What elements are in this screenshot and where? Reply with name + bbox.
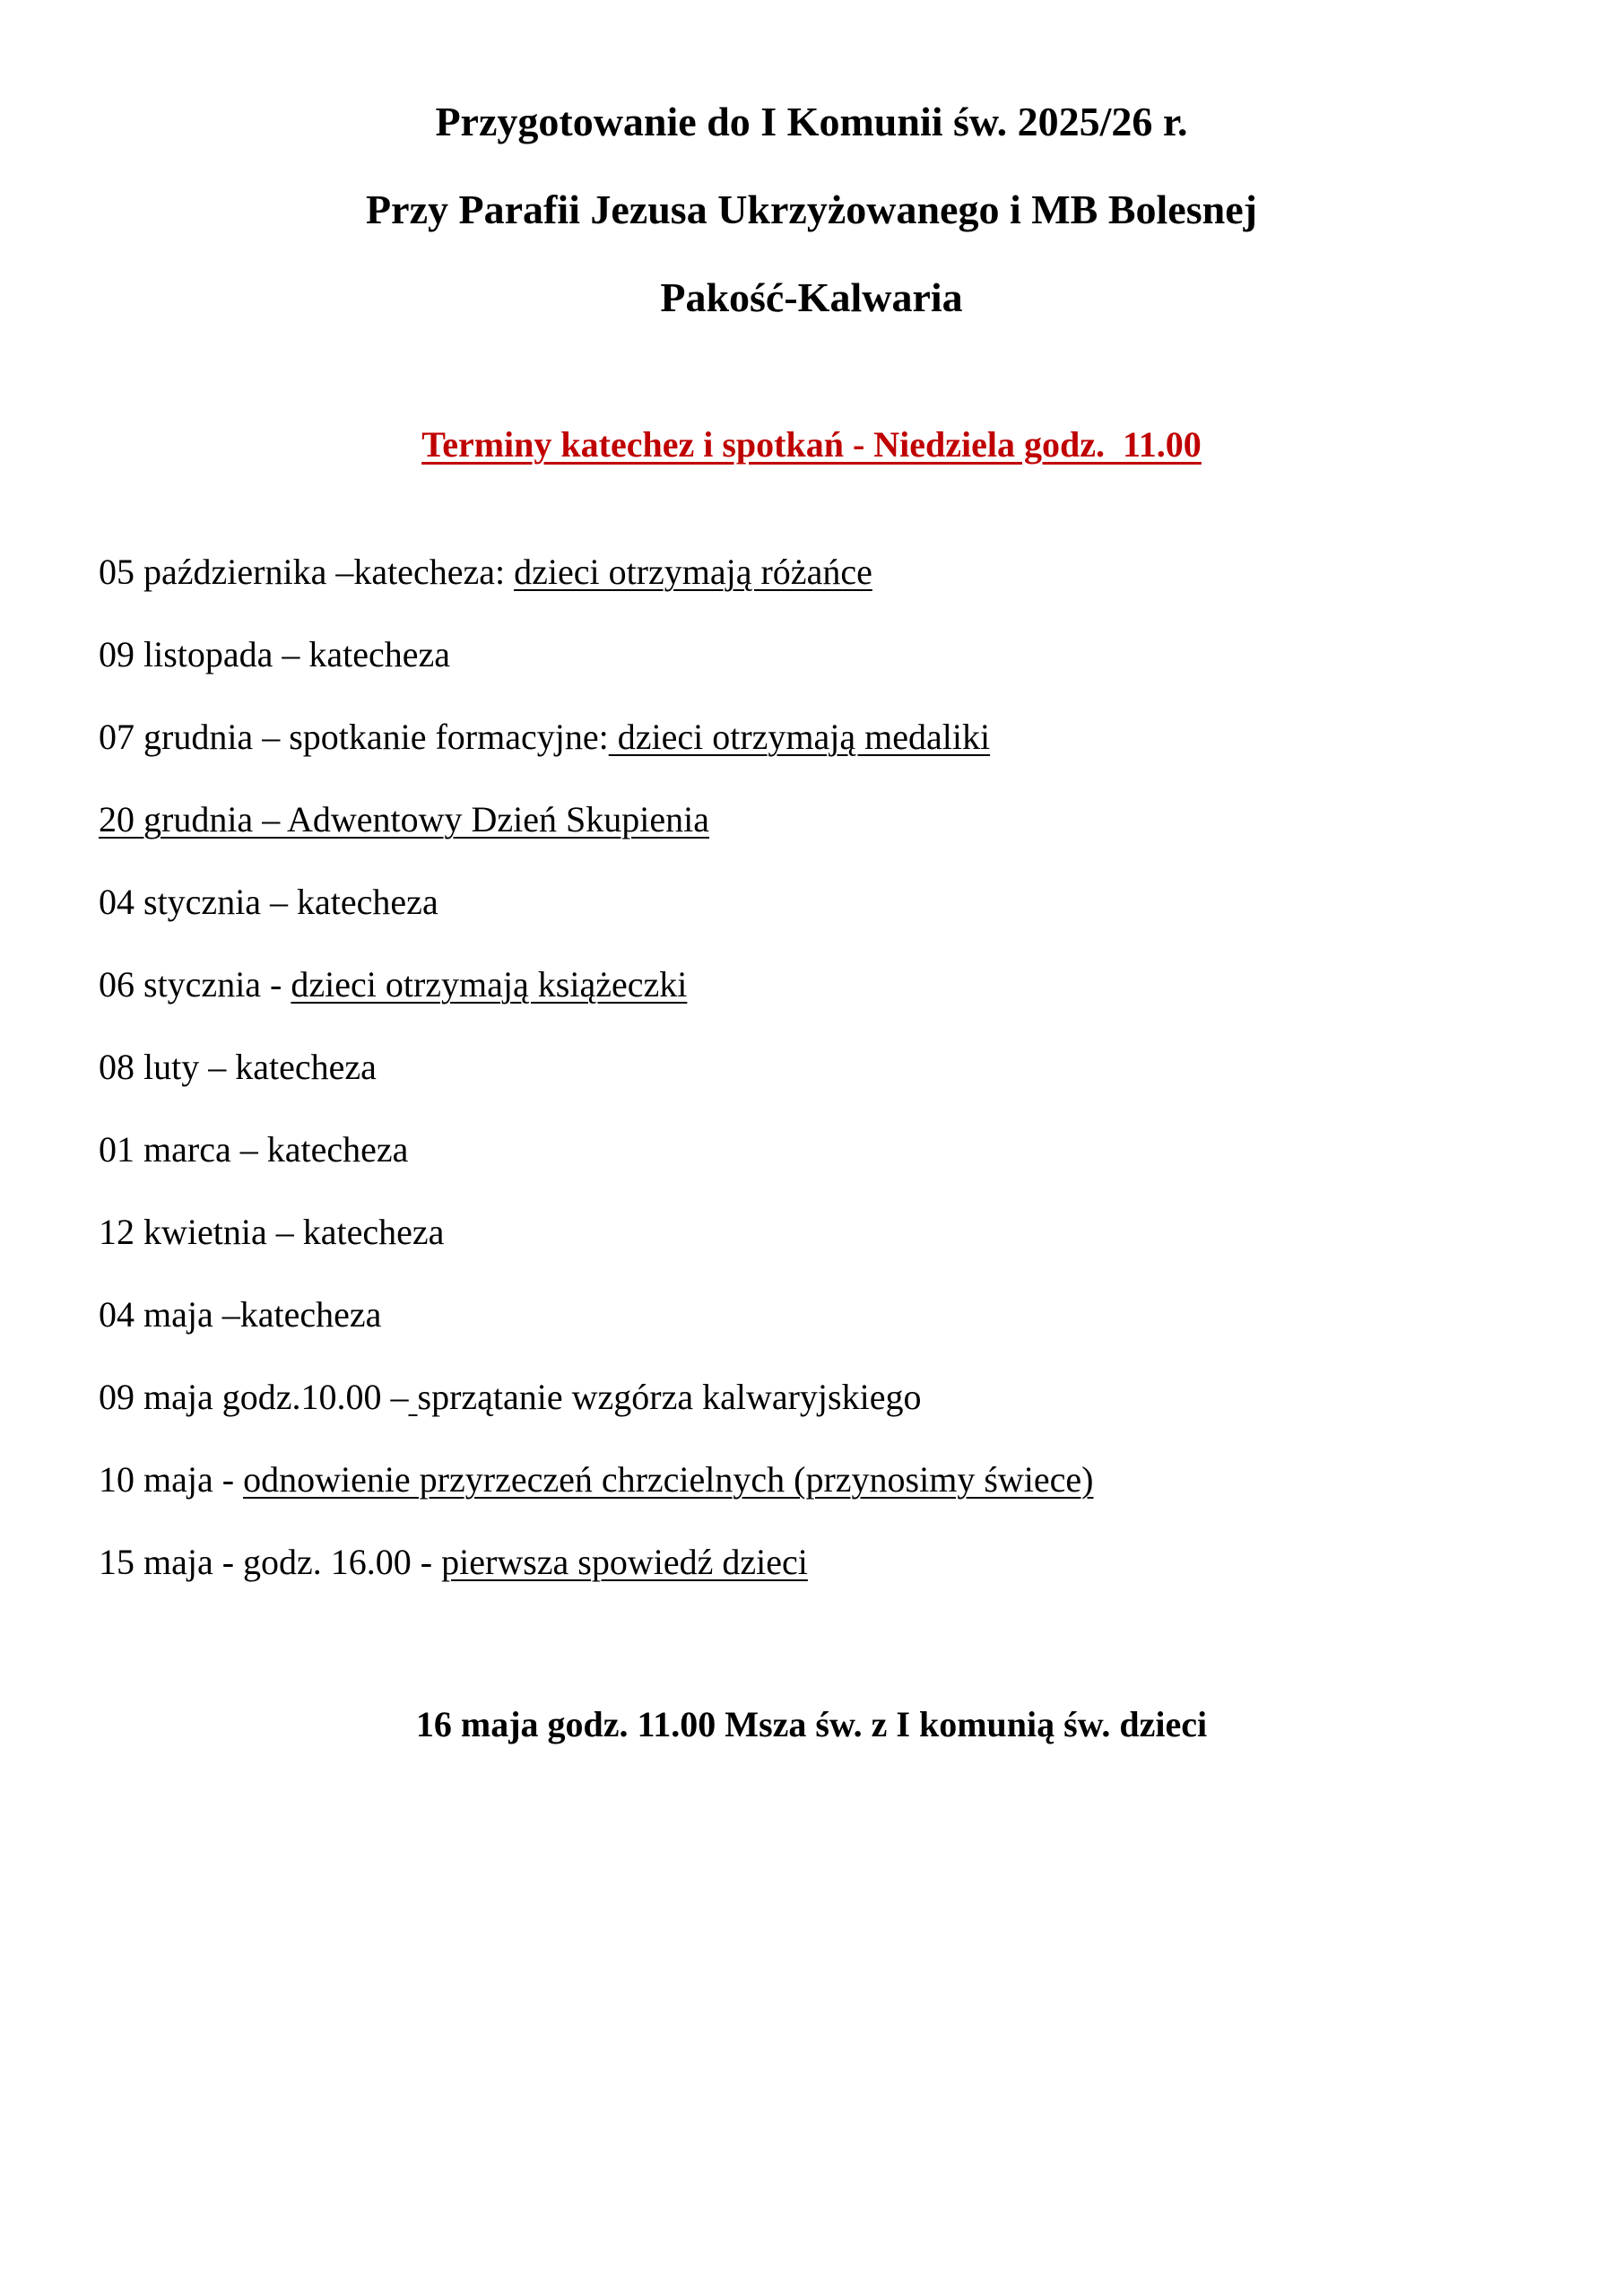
schedule-item-date: 04 maja –katecheza (99, 1294, 382, 1335)
schedule-item (99, 550, 1094, 632)
schedule-item-date: 07 grudnia – spotkanie formacyjne: (99, 717, 609, 757)
schedule-item-note: dzieci otrzymają różańce (514, 552, 872, 592)
schedule-item-note: pierwsza spowiedź dzieci (441, 1542, 808, 1582)
schedule-item-date: 09 maja godz.10.00 – (99, 1377, 409, 1417)
schedule-item (99, 1127, 1094, 1210)
schedule-item (99, 1457, 1094, 1540)
schedule-item-note: dzieci otrzymają medaliki (608, 717, 991, 757)
parish-location: Pakość-Kalwaria (660, 274, 963, 320)
schedule-item-date: 06 stycznia - (99, 964, 291, 1004)
schedule-item (99, 797, 1094, 880)
schedule-item-date: 09 listopada – katecheza (99, 634, 451, 674)
schedule-item (99, 715, 1094, 797)
schedule-item (99, 1210, 1094, 1292)
schedule-item-date: 10 maja - (99, 1459, 244, 1500)
schedule-item-date: 04 stycznia – katecheza (99, 882, 438, 922)
schedule-heading: Terminy katechez i spotkań - Niedziela godz. 11.00 (421, 424, 1202, 465)
first-communion-date: 16 maja godz. 11.00 Msza św. z I komunią św. dzieci (415, 1704, 1208, 1744)
schedule-item (99, 1375, 1094, 1457)
schedule-item-date: 05 października –katecheza: (99, 552, 515, 592)
schedule-item (99, 632, 1094, 715)
parish-name: Przy Parafii Jezusa Ukrzyżowanego i MB Bolesnej (366, 187, 1257, 232)
schedule-item-date: 15 maja - godz. 16.00 - (99, 1542, 442, 1582)
schedule-item (99, 1292, 1094, 1375)
schedule-item-note (409, 1377, 418, 1417)
schedule-item-date: 08 luty – katecheza (99, 1047, 377, 1087)
schedule-item-note: odnowienie przyrzeczeń chrzcielnych (przynosimy świece) (243, 1459, 1094, 1500)
schedule-item-note: dzieci otrzymają książeczki (291, 964, 688, 1004)
schedule-item (99, 962, 1094, 1045)
schedule-item (99, 1540, 1094, 1622)
schedule-item-note: 20 grudnia – Adwentowy Dzień Skupienia (99, 799, 709, 839)
document-title: Przygotowanie do I Komunii św. 2025/26 r. (435, 99, 1188, 144)
schedule-item-description: sprzątanie wzgórza kalwaryjskiego (417, 1377, 922, 1417)
schedule-item-date: 12 kwietnia – katecheza (99, 1212, 445, 1252)
schedule-list (99, 550, 1094, 1622)
schedule-item (99, 880, 1094, 962)
schedule-item (99, 1045, 1094, 1127)
schedule-item-date: 01 marca – katecheza (99, 1129, 409, 1170)
